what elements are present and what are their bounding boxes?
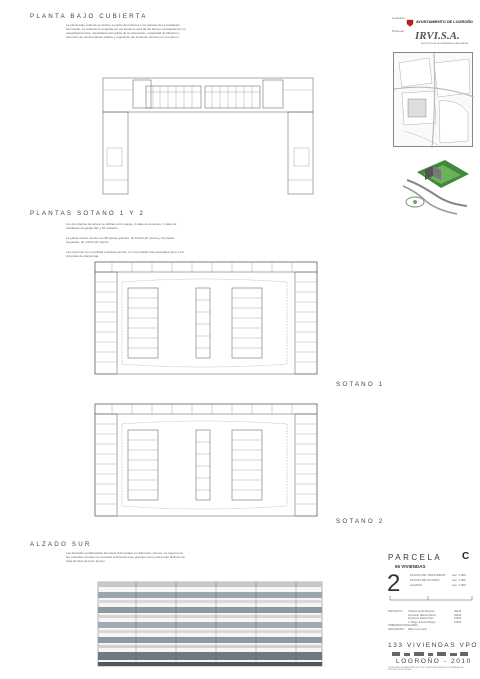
credit-name-3: Francisco Ruano Ruiz (408, 617, 434, 621)
plan-sotano-1 (92, 258, 320, 380)
footnote: CONCURSO DE ANTEPROYECTOS Y EDIFICACIONES DE VIVIENDAS DE PROTECCION OFICIAL (388, 667, 464, 671)
bajo-cubierta-description: La planta bajo cubierta se destina a cuarto de trasteros y los paneles de la instalación termosolar. La cubierta no ocupada por los trasteros será de las del tipo ecológicas por su capacidad térmica, capacidad intermedias de la reasoreción, capacidad de filtración y retención de contaminantes sólidos y regulación del ambiente térmico con el entorno. (66, 23, 186, 39)
plan-sotano-2 (92, 400, 320, 522)
sotano-text-1: Los dos plantas de sótano se utilizan como garaje, 2 salas de contenes, 3 cajas de caballeras de garaje hay y 52 trasteros. (66, 222, 177, 230)
label-sotano-2: SOTANO 2 (336, 518, 385, 525)
sheet-scale-3: esc: 1:300 (452, 583, 466, 587)
project-title: 133 VIVIENDAS VPO (388, 642, 479, 649)
elevation-alzado-sur (96, 576, 324, 670)
credit-role-5: URBANIZACION: (388, 624, 409, 628)
scale-bar (388, 592, 474, 604)
ayuntamiento-crest-icon (406, 19, 415, 27)
label-sotano-1: SOTANO 1 (336, 381, 385, 388)
credit-name-2: Fernando Marcos Pérez (408, 613, 436, 617)
viviendas-count: 65 VIVIENDAS (395, 564, 426, 569)
credit-name-4: J. Diego Jiménez Burgo (408, 620, 436, 624)
promotor-label: Promotor (392, 29, 405, 33)
credit-name-6: Dillon Luis Herio (408, 627, 427, 631)
sheet-name-2: PLANTA DE SOTANO (410, 578, 440, 582)
parcela-letter: C (462, 551, 470, 562)
sheet-name-1: PLANTA DE TRASTEROS (410, 573, 446, 577)
credit-id-4: 10426 (454, 620, 462, 624)
credit-id-3: 10356 (454, 617, 462, 621)
site-plan-image (393, 52, 473, 147)
sheet-scale-1: esc: 1:300 (452, 573, 466, 577)
credit-name-1: Cristina Gorla Martínez (408, 610, 435, 613)
section-title-sotano: PLANTAS SOTANO 1 Y 2 (30, 210, 146, 217)
sheet-scale-2: esc: 1:300 (452, 578, 466, 582)
aerial-3d-view (397, 152, 473, 217)
credit-id-1: 09126 (454, 610, 462, 613)
decorative-pattern-band (392, 651, 468, 657)
credit-role-6: INFOGRAFIA: (388, 627, 405, 631)
concurso-label: Concurso (392, 16, 405, 20)
sotano-text-2: La planta sótano cuenta con 88 plazas grandes, de 5,00x2,40 metros y 24 plazas pequeñas, de 4,50x2,20 metros. (66, 236, 175, 244)
city-year: LOGROÑO - 2010 (396, 658, 472, 665)
plan-bajo-cubierta (98, 70, 323, 200)
section-title-bajo-cubierta: PLANTA BAJO CUBIERTA (30, 13, 148, 20)
credit-id-2: 09943 (454, 613, 462, 617)
sotano-text-3: Las personas con movilidad reducida cuentan con tres plazas más accesibles junto a los viviendas de planta baja. (66, 250, 184, 258)
credit-name-5: ALVARA (408, 624, 418, 628)
sheet-number: 2 (387, 570, 401, 597)
parcela-label: PARCELA (388, 553, 443, 562)
ivvi-logo: IRVI.S.A. INSTITUTO DE LA VIVIENDA DE LA RIOJA S.A. (415, 30, 469, 45)
credit-role-1: PROYECTO: (388, 610, 404, 613)
alzado-description: Las fachadas prefabricadas las líneas horizontales en diferentes colores. La mayoría de las viviendas cuentan con terrazas suficientemente grandes como para poder disfrutar de ellas las días de buen tiempo. (66, 551, 185, 563)
credits-block (388, 610, 478, 632)
ayuntamiento-name: AYUNTAMIENTO DE LOGROÑO (416, 20, 473, 24)
section-title-alzado-sur: ALZADO SUR (30, 541, 92, 548)
sheet-name-3: ALZADO (410, 583, 423, 587)
